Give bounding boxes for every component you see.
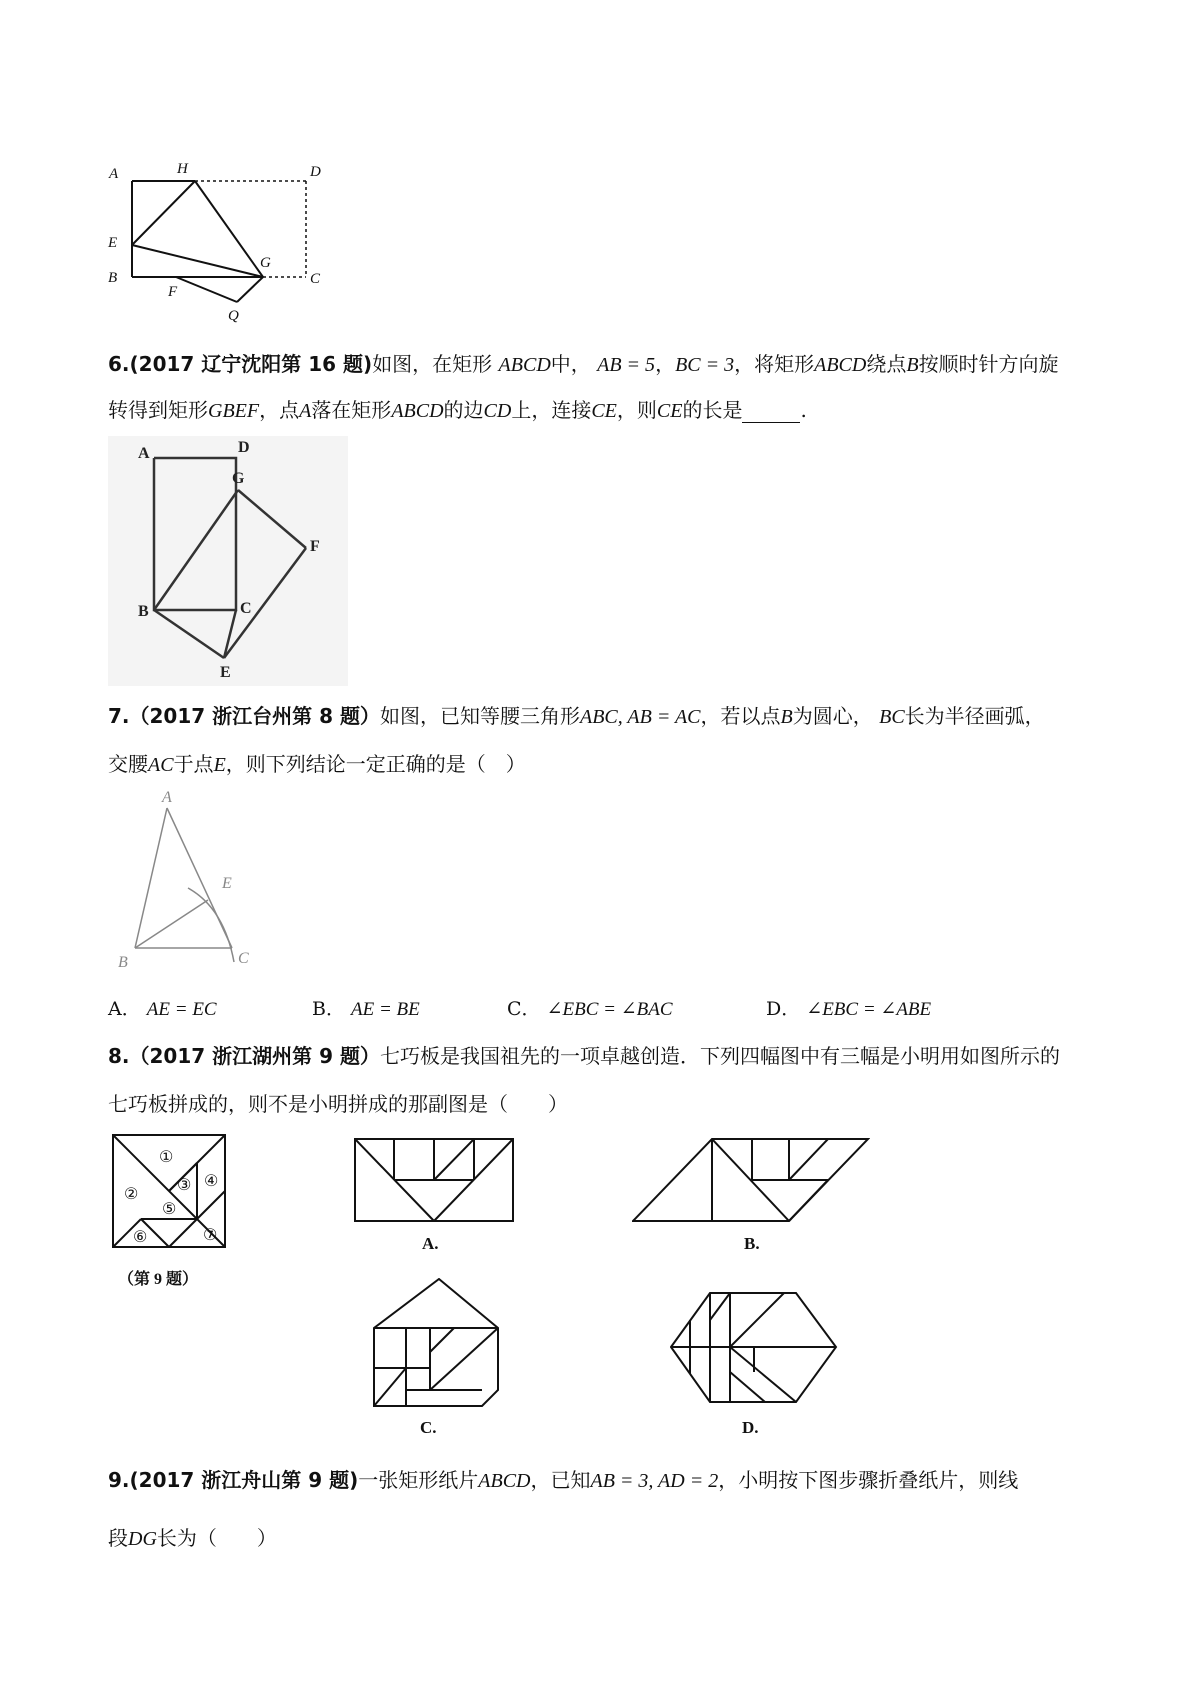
question-8: 8.（2017 浙江湖州第 9 题）七巧板是我国祖先的一项卓越创造．下列四幅图中有三幅是小明用如图所示的 <box>108 1044 1060 1068</box>
question-6-line2: 转得到矩形GBEF，点A落在矩形ABCD的边CD上，连接CE，则CE的长是 . <box>108 398 807 422</box>
piece-6: ⑥ <box>133 1229 148 1246</box>
tangram-option-d[interactable] <box>670 1292 840 1404</box>
label-F: F <box>310 538 320 555</box>
label-G: G <box>260 255 271 271</box>
label-A: A <box>109 166 119 182</box>
question-source: （2017 浙江湖州第 9 题） <box>129 1044 380 1068</box>
figure-caption: （第 9 题） <box>118 1271 199 1288</box>
question-8-line2: 七巧板拼成的，则不是小明拼成的那副图是（ ） <box>108 1092 568 1116</box>
label-B: B <box>138 603 149 620</box>
label-D: D <box>238 439 250 456</box>
piece-5: ⑤ <box>162 1201 177 1218</box>
label-C: C <box>240 600 252 617</box>
question-7: 7.（2017 浙江台州第 8 题）如图，已知等腰三角形ABC, AB = AC，若以点B为圆心， BC长为半径画弧， <box>108 704 1045 728</box>
label-B: B <box>108 270 118 286</box>
question-7-line2: 交腰AC于点E，则下列结论一定正确的是（ ） <box>108 752 526 776</box>
piece-2: ② <box>124 1186 139 1203</box>
question-9-line2: 段DG长为（ ） <box>108 1526 277 1550</box>
option-d[interactable]: D． ∠EBC = ∠ABE <box>766 998 932 1020</box>
figure-fold-rectangle <box>100 150 340 325</box>
question-source: （2017 浙江台州第 8 题） <box>129 704 380 728</box>
label-A: A <box>162 789 172 806</box>
label-B: B <box>118 954 128 971</box>
label-D: D <box>310 164 321 180</box>
piece-3: ③ <box>177 1177 192 1194</box>
label-F: F <box>168 284 178 300</box>
tangram-option-c[interactable] <box>370 1278 510 1408</box>
option-a[interactable]: A． AE = EC <box>108 998 217 1020</box>
label-option-a: A. <box>422 1234 439 1253</box>
piece-1: ① <box>159 1149 174 1166</box>
label-E: E <box>108 235 118 251</box>
question-source: (2017 辽宁沈阳第 16 题) <box>129 352 373 376</box>
label-C: C <box>238 950 249 967</box>
option-c[interactable]: C． ∠EBC = ∠BAC <box>507 998 673 1020</box>
label-A: A <box>138 445 150 462</box>
label-E: E <box>220 664 231 681</box>
tangram-option-b[interactable] <box>632 1138 870 1228</box>
figure-tangram-square <box>112 1134 232 1254</box>
tangram-option-a[interactable] <box>354 1138 516 1228</box>
label-option-c: C. <box>420 1418 437 1437</box>
label-H: H <box>177 161 188 177</box>
piece-4: ④ <box>204 1173 219 1190</box>
label-option-d: D. <box>742 1418 759 1437</box>
question-6: 6.(2017 辽宁沈阳第 16 题)如图，在矩形 ABCD中， AB = 5，BC = 3，将矩形ABCD绕点B按顺时针方向旋 <box>108 352 1059 376</box>
option-b[interactable]: B． AE = BE <box>312 998 420 1020</box>
figure-isosceles-triangle <box>100 780 260 980</box>
question-9: 9.(2017 浙江舟山第 9 题)一张矩形纸片ABCD，已知AB = 3, AD = 2，小明按下图步骤折叠纸片，则线 <box>108 1468 1019 1492</box>
label-option-b: B. <box>744 1234 760 1253</box>
label-C: C <box>310 271 321 287</box>
answer-blank <box>742 404 800 423</box>
label-Q: Q <box>228 308 239 324</box>
label-E: E <box>222 875 232 892</box>
piece-7: ⑦ <box>203 1227 218 1244</box>
label-G: G <box>232 470 245 487</box>
figure-rotated-rectangle <box>108 436 348 686</box>
question-source: (2017 浙江舟山第 9 题) <box>129 1468 359 1492</box>
